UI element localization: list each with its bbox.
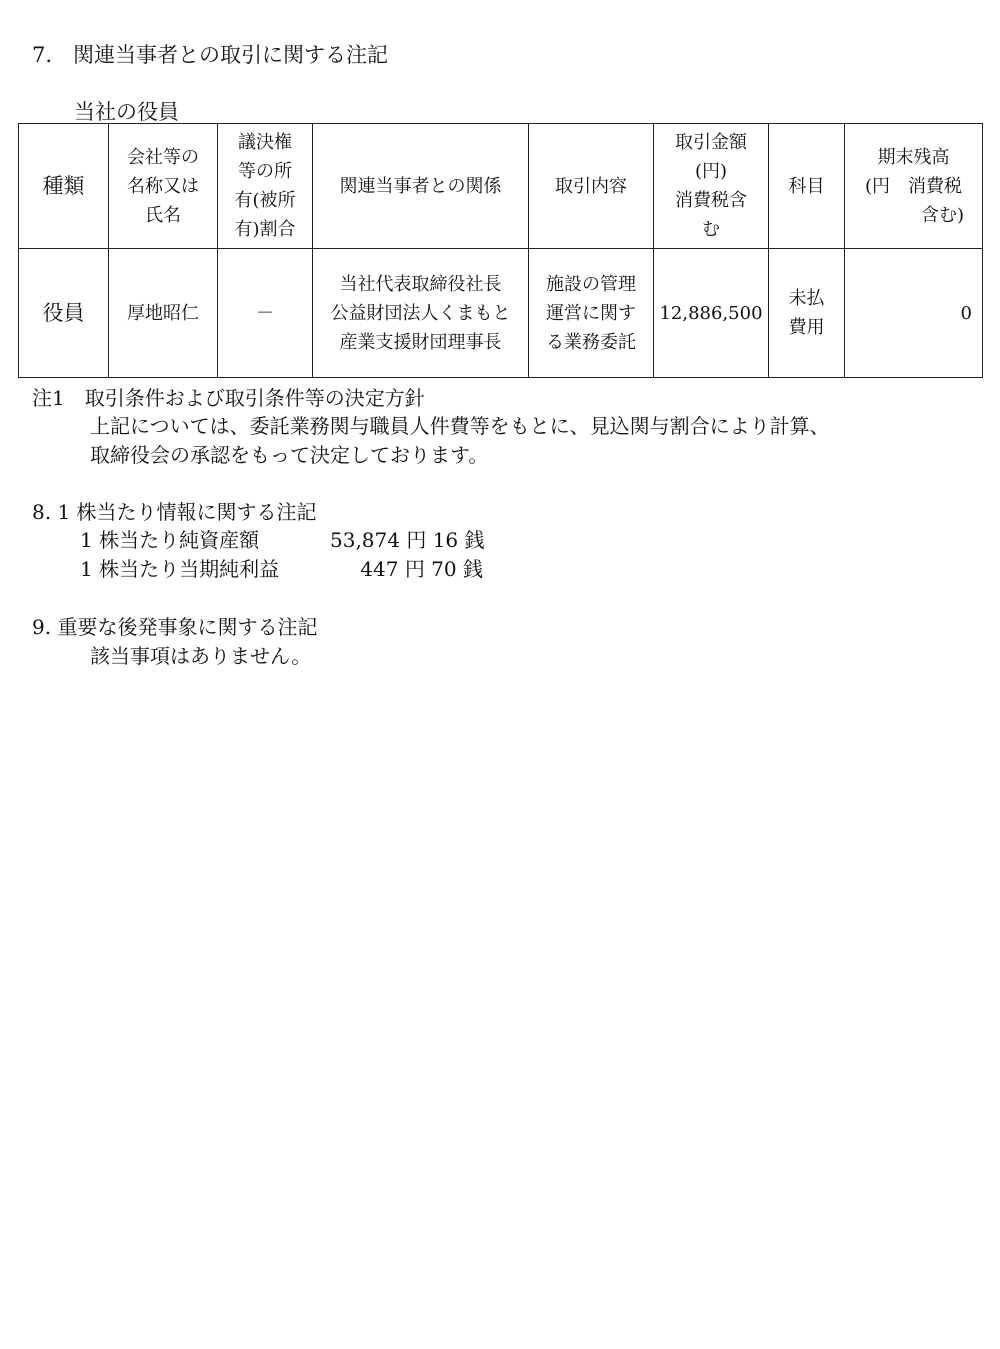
header-relation: 関連当事者との関係: [313, 124, 529, 249]
header-content: 取引内容: [529, 124, 654, 249]
cell-relation: 当社代表取締役社長 公益財団法人くまもと 産業支援財団理事長: [313, 249, 529, 378]
header-kind: 種類: [19, 124, 109, 249]
per-share-net-income-value: 447 円 70 銭: [360, 557, 483, 581]
table-row: [19, 249, 983, 378]
note-title: 注1 取引条件および取引条件等の決定方針: [32, 386, 425, 410]
cell-name: 厚地昭仁: [109, 249, 218, 378]
header-balance: 期末残高 (円 消費税 含む): [845, 124, 983, 249]
note-line-1: 上記については、委託業務関与職員人件費等をもとに、見込関与割合により計算、: [90, 414, 830, 438]
section9-heading: 9. 重要な後発事象に関する注記: [32, 615, 318, 639]
header-account: 科目: [769, 124, 845, 249]
cell-balance: 0: [845, 249, 983, 378]
per-share-net-assets-value: 53,874 円 16 銭: [330, 528, 485, 552]
header-name: 会社等の 名称又は 氏名: [109, 124, 218, 249]
cell-account: 未払 費用: [769, 249, 845, 378]
cell-kind: 役員: [19, 249, 109, 378]
note-line-2: 取締役会の承認をもって決定しております。: [90, 443, 489, 467]
related-party-table: [18, 123, 983, 378]
section8-heading: 8. 1 株当たり情報に関する注記: [32, 500, 317, 524]
header-voting: 議決権 等の所 有(被所 有)割合: [218, 124, 313, 249]
section7-heading: 7. 関連当事者との取引に関する注記: [32, 43, 389, 67]
per-share-net-assets-label: 1 株当たり純資産額: [80, 528, 260, 552]
per-share-net-income-label: 1 株当たり当期純利益: [80, 557, 280, 581]
cell-voting: －: [218, 249, 313, 378]
section9-text: 該当事項はありません。: [90, 644, 312, 668]
cell-content: 施設の管理 運営に関す る業務委託: [529, 249, 654, 378]
section7-subheading: 当社の役員: [74, 100, 179, 124]
cell-amount: 12,886,500: [654, 249, 769, 378]
table-header-row: [19, 124, 983, 249]
header-amount: 取引金額 (円) 消費税含 む: [654, 124, 769, 249]
